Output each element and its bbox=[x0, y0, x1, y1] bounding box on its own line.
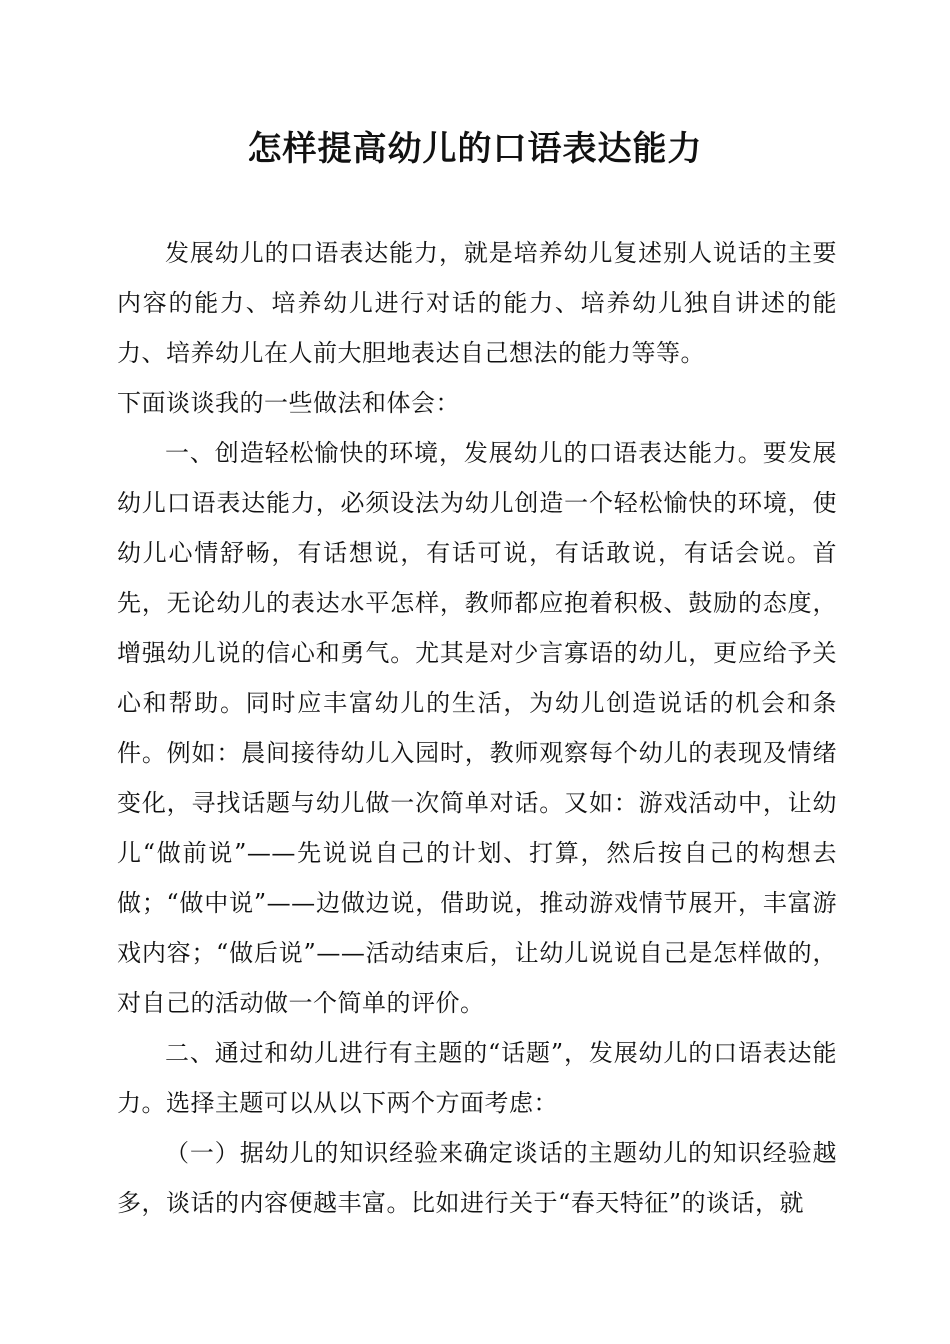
document-body bbox=[117, 228, 837, 1228]
paragraph-section-two: 二、通过和幼儿进行有主题的“话题”，发展幼儿的口语表达能力。选择主题可以从以下两个方面考虑： bbox=[117, 1039, 837, 1117]
paragraph-subsection-one: （一）据幼儿的知识经验来确定谈话的主题幼儿的知识经验越多，谈话的内容便越丰富。比如进行关于“春天特征”的谈话，就 bbox=[117, 1139, 837, 1217]
document-title: 怎样提高幼儿的口语表达能力 bbox=[247, 129, 703, 169]
paragraph-lead-in: 下面谈谈我的一些做法和体会： bbox=[117, 389, 460, 417]
paragraph-intro: 发展幼儿的口语表达能力，就是培养幼儿复述别人说话的主要内容的能力、培养幼儿进行对话的能力、培养幼儿独自讲述的能力、培养幼儿在人前大胆地表达自己想法的能力等等。 bbox=[117, 239, 837, 367]
paragraph-section-one: 一、创造轻松愉快的环境，发展幼儿的口语表达能力。要发展幼儿口语表达能力，必须设法为幼儿创造一个轻松愉快的环境，使幼儿心情舒畅，有话想说，有话可说，有话敢说，有话会说。首先，无论幼儿的表达水平怎样，教师都应抱着积极、鼓励的态度，增强幼儿说的信心和勇气。尤其是对少言寡语的幼儿，更应给予关心和帮助。同时应丰富幼儿的生活，为幼儿创造说话的机会和条件。例如：晨间接待幼儿入园时，教师观察每个幼儿的表现及情绪变化，寻找话题与幼儿做一次简单对话。又如：游戏活动中，让幼儿“做前说”——先说说自己的计划、打算，然后按自己的构想去做；“做中说”——边做边说，借助说，推动游戏情节展开，丰富游戏内容；“做后说”——活动结束后，让幼儿说说自己是怎样做的，对自己的活动做一个简单的评价。 bbox=[117, 439, 837, 1017]
